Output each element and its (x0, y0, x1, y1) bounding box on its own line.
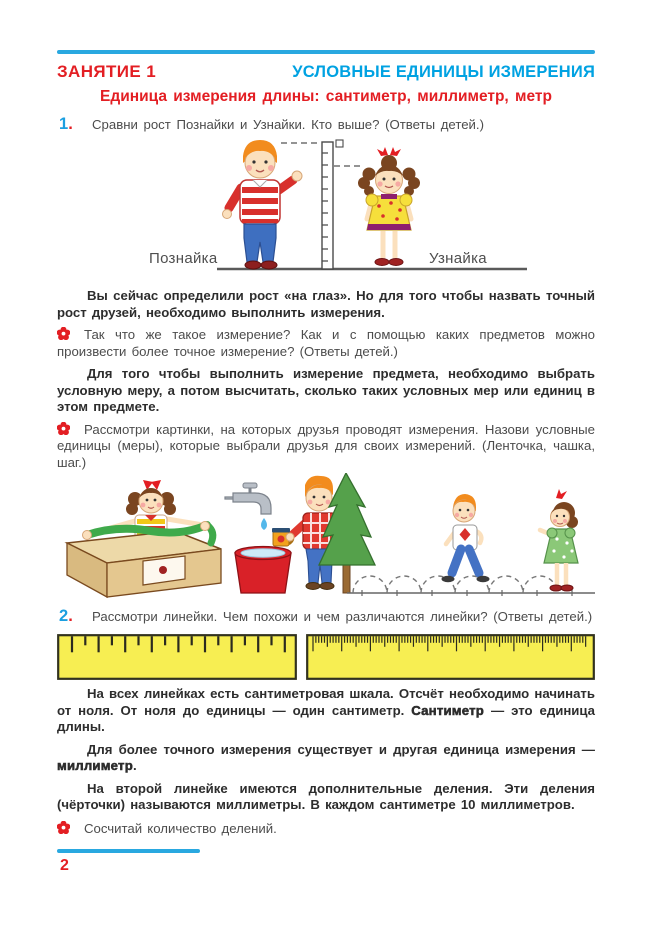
florette-icon (57, 821, 84, 838)
task-1-text: Сравни рост Познайки и Узнайки. Кто выше? (Ответы детей.) (92, 117, 484, 132)
measuring-scenes-illustration (57, 473, 595, 599)
figure-measuring-scenes (57, 473, 595, 599)
question-text: Сосчитай количество делений. (84, 820, 277, 836)
question-text: Рассмотри картинки, на которых друзья проводят измерения. Назови условные единицы (меры), которые выбрали друзья для своих измерений. (Ленточка, чашка, шаг.) (57, 421, 595, 470)
ruler-millimeter (306, 634, 595, 680)
term-millimeter: миллиметр (57, 758, 133, 773)
walking-boy-illustration (442, 494, 490, 582)
lesson-label: ЗАНЯТИЕ 1 (57, 62, 157, 81)
step-arcs (353, 576, 557, 593)
question-look-at-pictures (57, 422, 595, 472)
task-1-row (57, 115, 595, 134)
question-count-divisions (57, 821, 595, 838)
paragraph-measured-by-eye: Вы сейчас определили рост «на глаз». Но для того чтобы назвать точный рост друзей, необходимо выполнить измерения. (57, 288, 595, 320)
paragraph-millimeter-definition: На второй линейке имеются дополнительные деления. Эти деления (чёрточки) называются миллиметры. В каждом сантиметре 10 миллиметров. (57, 780, 595, 812)
figure-label-poznayka: Познайка (149, 250, 218, 267)
subtitle: Единица измерения длины: сантиметр, миллиметр, метр (100, 88, 552, 105)
footer-divider (57, 849, 200, 853)
ruler-centimeter (57, 634, 297, 680)
scene-measuring-by-steps (347, 489, 595, 596)
florette-icon (57, 327, 84, 344)
measuring-pole-illustration (322, 140, 343, 269)
height-comparison-illustration (57, 136, 595, 282)
task-2-row (57, 607, 595, 626)
girl-uznayka-illustration (358, 147, 420, 266)
task-2-text: Рассмотри линейки. Чем похожи и чем различаются линейки? (Ответы детей.) (92, 609, 593, 624)
paragraph-conditional-measure: Для того чтобы выполнить измерение предмета, необходимо выбрать условную меру, а потом высчитать, сколько таких условных мер или единиц в этом предмете. (57, 366, 595, 414)
task-1-number: 1. (59, 115, 73, 133)
question-what-is-measurement (57, 327, 595, 360)
scene-measuring-table-with-ribbon (67, 480, 221, 597)
question-text: Так что же такое измерение? Как и с помощью каких предметов можно произвести более точное измерение? (Ответы детей.) (57, 327, 595, 359)
rulers-figure (57, 634, 595, 680)
paragraph-centimeter-definition: На всех линейках есть сантиметровая шкала. Отсчёт необходимо начинать от ноля. От ноля до единицы — один сантиметр. Сантиметр — это единица длины. (57, 686, 595, 734)
task-2-number: 2. (59, 607, 73, 625)
term-centimeter: Сантиметр (411, 702, 485, 718)
figure-label-uznayka: Узнайка (429, 250, 487, 267)
standing-girl-illustration (540, 489, 578, 591)
page-number: 2 (60, 857, 69, 874)
figure-height-comparison (57, 136, 595, 282)
top-divider (57, 50, 595, 54)
florette-icon (57, 422, 84, 439)
paragraph-millimeter-intro: Для более точного измерения существует и другая единица измерения — миллиметр. (57, 741, 595, 773)
page-header (57, 62, 595, 82)
textbook-page (0, 50, 650, 875)
page-footer (57, 849, 595, 875)
page-title: УСЛОВНЫЕ ЕДИНИЦЫ ИЗМЕРЕНИЯ (292, 63, 595, 81)
boy-poznayka-illustration (223, 140, 303, 269)
